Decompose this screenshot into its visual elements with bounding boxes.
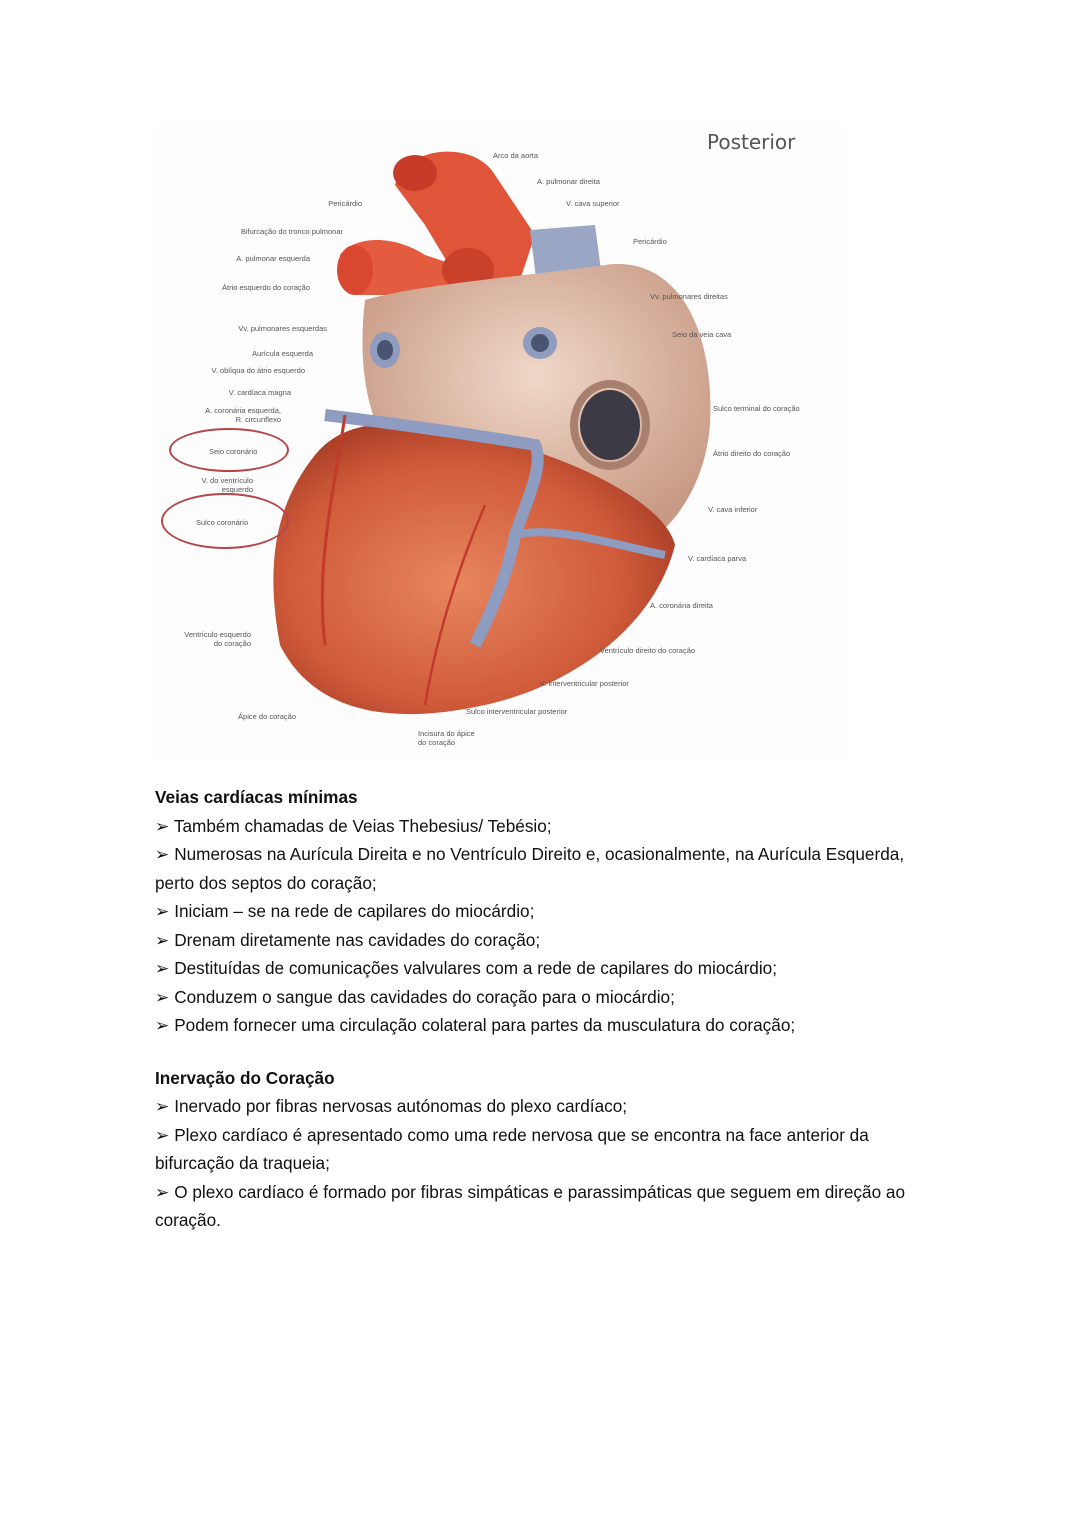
bullet-text: Iniciam – se na rede de capilares do miocárdio; — [174, 901, 535, 921]
label-pericardio: Pericárdio — [633, 237, 667, 246]
bullet-item — [155, 1092, 935, 1121]
arrow-bullet-icon: ➢ — [155, 929, 170, 950]
label-cava-inferior: V. cava inferior — [708, 505, 758, 514]
label-line: do coração — [213, 639, 251, 648]
label-seio-coronario: Seio coronário — [209, 447, 258, 456]
label-cardiaca-parva: V. cardíaca parva — [688, 554, 747, 563]
bullet-item — [155, 812, 935, 841]
bullet-text: Conduzem o sangue das cavidades do coração para o miocárdio; — [174, 986, 675, 1007]
label-auricula-esquerda: Aurícula esquerda — [252, 349, 313, 358]
bullet-item — [155, 926, 935, 955]
label-bifurcacao: Bifurcação do tronco pulmonar — [240, 227, 343, 236]
label-sulco-terminal: Sulco terminal do coração — [713, 404, 800, 413]
arrow-bullet-icon: ➢ — [155, 1015, 170, 1035]
bullet-item — [155, 1178, 935, 1235]
label-v-interventricular: V. interventricular posterior — [540, 679, 629, 688]
section-veias-minimas — [155, 783, 935, 1040]
label-pericardio: Pericárdio — [328, 199, 362, 208]
heart-posterior-illustration — [155, 125, 845, 757]
bullet-text: Inervado por fibras nervosas autónomas do plexo cardíaco; — [174, 1096, 628, 1116]
bullet-item — [155, 1121, 935, 1178]
bullet-item — [155, 1011, 935, 1040]
arrow-bullet-icon: ➢ — [155, 815, 170, 836]
bullet-text: Também chamadas de Veias Thebesius/ Tebésio; — [173, 815, 552, 836]
label-sulco-interventricular: Sulco interventricular posterior — [466, 707, 568, 716]
label-incisura — [418, 729, 475, 747]
bullet-text: O plexo cardíaco é formado por fibras simpáticas e parassimpáticas que seguem em direção ao coração. — [155, 1181, 906, 1230]
arrow-bullet-icon: ➢ — [155, 844, 170, 864]
label-atrio-esquerdo: Átrio esquerdo do coração — [222, 283, 310, 292]
section-inervacao — [155, 1064, 935, 1235]
label-line: A. coronária esquerda, — [205, 406, 281, 415]
arrow-bullet-icon: ➢ — [155, 1124, 170, 1145]
arrow-bullet-icon: ➢ — [155, 986, 170, 1007]
label-line: Incisura do ápice — [418, 729, 475, 738]
label-line: Ventrículo esquerdo — [184, 630, 251, 639]
arrow-bullet-icon: ➢ — [155, 901, 170, 921]
bullet-item — [155, 840, 935, 897]
label-line: R. circunflexo — [235, 415, 281, 424]
label-cardiaca-magna: V. cardíaca magna — [228, 388, 291, 397]
label-ventriculo-direito: Ventrículo direito do coração — [600, 646, 696, 655]
arrow-bullet-icon: ➢ — [155, 1181, 170, 1202]
bullet-text: Podem fornecer uma circulação colateral para partes da musculatura do coração; — [174, 1015, 796, 1035]
label-pulmonar-direita: A. pulmonar direita — [537, 177, 600, 186]
bullet-item — [155, 897, 935, 926]
bullet-text: Drenam diretamente nas cavidades do coração; — [174, 929, 541, 950]
bullet-item — [155, 983, 935, 1012]
section-heading: Inervação do Coração — [155, 1067, 335, 1088]
bullet-text: Destituídas de comunicações valvulares com a rede de capilares do miocárdio; — [174, 958, 778, 978]
bullet-item — [155, 954, 935, 983]
label-line: do coração — [418, 738, 456, 747]
label-obliqua: V. oblíqua do átrio esquerdo — [211, 366, 305, 375]
bullet-text: Plexo cardíaco é apresentado como uma rede nervosa que se encontra na face anterior da bifurcação da traqueia; — [155, 1124, 869, 1173]
label-atrio-direito: Átrio direito do coração — [713, 449, 791, 458]
label-v-ventriculo-esquerdo — [202, 476, 253, 494]
bullet-text: Numerosas na Aurícula Direita e no Ventrículo Direito e, ocasionalmente, na Aurícula Esquerda, perto dos septos do coração; — [155, 844, 905, 893]
document-body — [155, 783, 935, 1235]
label-arco-aorta: Arco da aorta — [493, 151, 539, 160]
label-sulco-coronario: Sulco coronário — [196, 518, 249, 527]
label-pulmonar-esquerda: A. pulmonar esquerda — [236, 254, 310, 263]
label-coronaria-direita: A. coronária direita — [650, 601, 713, 610]
label-apice: Ápice do coração — [238, 712, 296, 721]
label-ventriculo-esquerdo — [184, 630, 251, 648]
label-line: esquerdo — [221, 485, 253, 494]
view-title: Posterior — [707, 130, 796, 154]
label-seio-veia-cava: Seio da veia cava — [672, 330, 732, 339]
section-heading: Veias cardíacas mínimas — [155, 787, 358, 807]
label-cava-superior: V. cava superior — [566, 199, 620, 208]
label-vv-pulmonares-esquerdas: Vv. pulmonares esquerdas — [238, 324, 327, 333]
label-coronaria-esquerda — [205, 406, 281, 424]
arrow-bullet-icon: ➢ — [155, 1096, 170, 1116]
label-line: V. do ventrículo — [201, 476, 253, 485]
arrow-bullet-icon: ➢ — [155, 958, 170, 978]
label-vv-pulmonares-direitas: Vv. pulmonares direitas — [650, 292, 728, 301]
